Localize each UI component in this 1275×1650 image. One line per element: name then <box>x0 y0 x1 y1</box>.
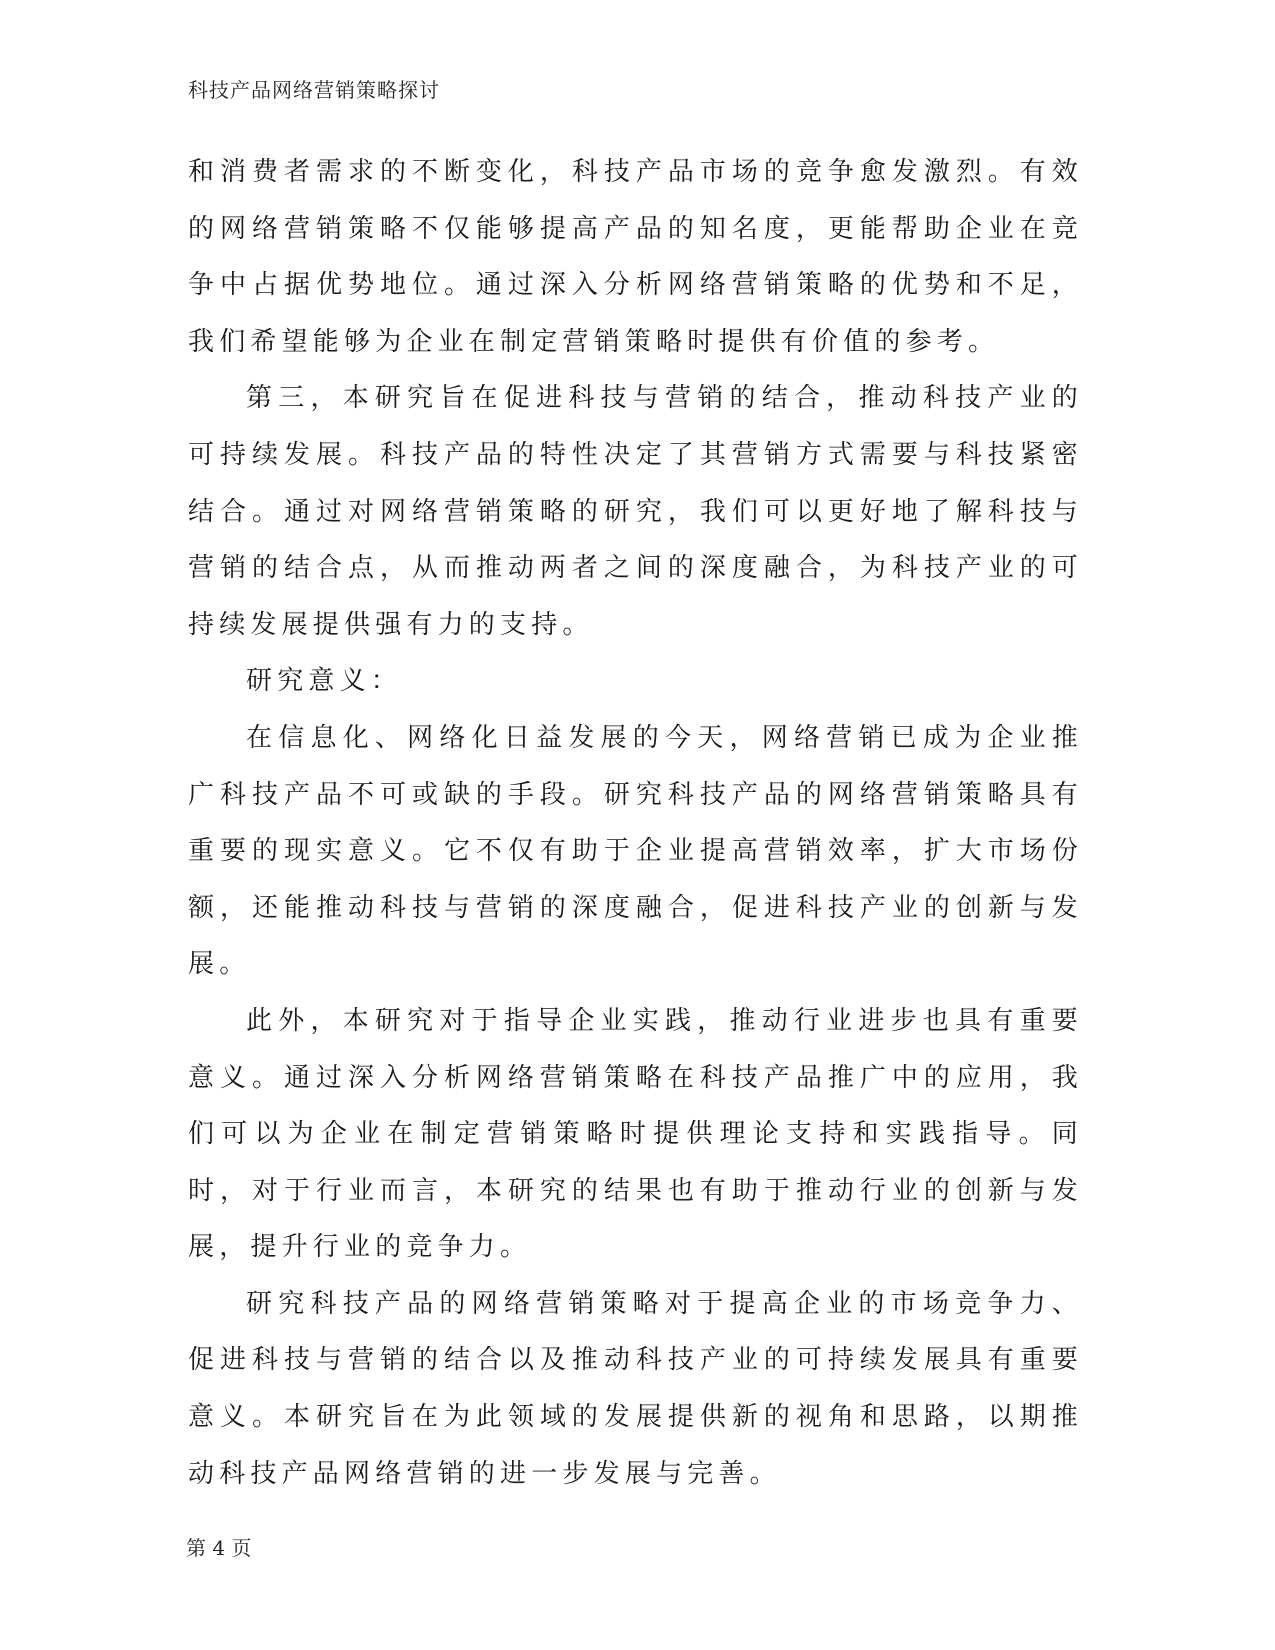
paragraph-significance-realistic: 在信息化、网络化日益发展的今天，网络营销已成为企业推广科技产品不可或缺的手段。研究科技产品的网络营销策略具有重要的现实意义。它不仅有助于企业提高营销效率，扩大市场份额，还能推动科技与营销的深度融合，促进科技产业的创新与发展。 <box>188 722 1083 980</box>
paragraph-significance-industry: 此外，本研究对于指导企业实践，推动行业进步也具有重要意义。通过深入分析网络营销策略在科技产品推广中的应用，我们可以为企业在制定营销策略时提供理论支持和实践指导。同时，对于行业而言，本研究的结果也有助于推动行业的创新与发展，提升行业的竞争力。 <box>188 1005 1083 1263</box>
running-header: 科技产品网络营销策略探讨 <box>188 78 440 102</box>
paragraph-continuation: 和消费者需求的不断变化，科技产品市场的竞争愈发激烈。有效的网络营销策略不仅能够提高产品的知名度，更能帮助企业在竞争中占据优势地位。通过深入分析网络营销策略的优势和不足，我们希望能够为企业在制定营销策略时提供有价值的参考。 <box>188 157 1083 357</box>
paragraph-conclusion: 研究科技产品的网络营销策略对于提高企业的市场竞争力、促进科技与营销的结合以及推动科技产业的可持续发展具有重要意义。本研究旨在为此领域的发展提供新的视角和思路，以期推动科技产品网络营销的进一步发展与完善。 <box>188 1288 1083 1489</box>
body-text <box>188 144 1083 1502</box>
page-number: 第 4 页 <box>186 1536 252 1560</box>
section-label-research-significance: 研究意义： <box>246 666 403 697</box>
paragraph-third-purpose: 第三，本研究旨在促进科技与营销的结合，推动科技产业的可持续发展。科技产品的特性决定了其营销方式需要与科技紧密结合。通过对网络营销策略的研究，我们可以更好地了解科技与营销的结合点，从而推动两者之间的深度融合，为科技产业的可持续发展提供强有力的支持。 <box>188 383 1083 640</box>
